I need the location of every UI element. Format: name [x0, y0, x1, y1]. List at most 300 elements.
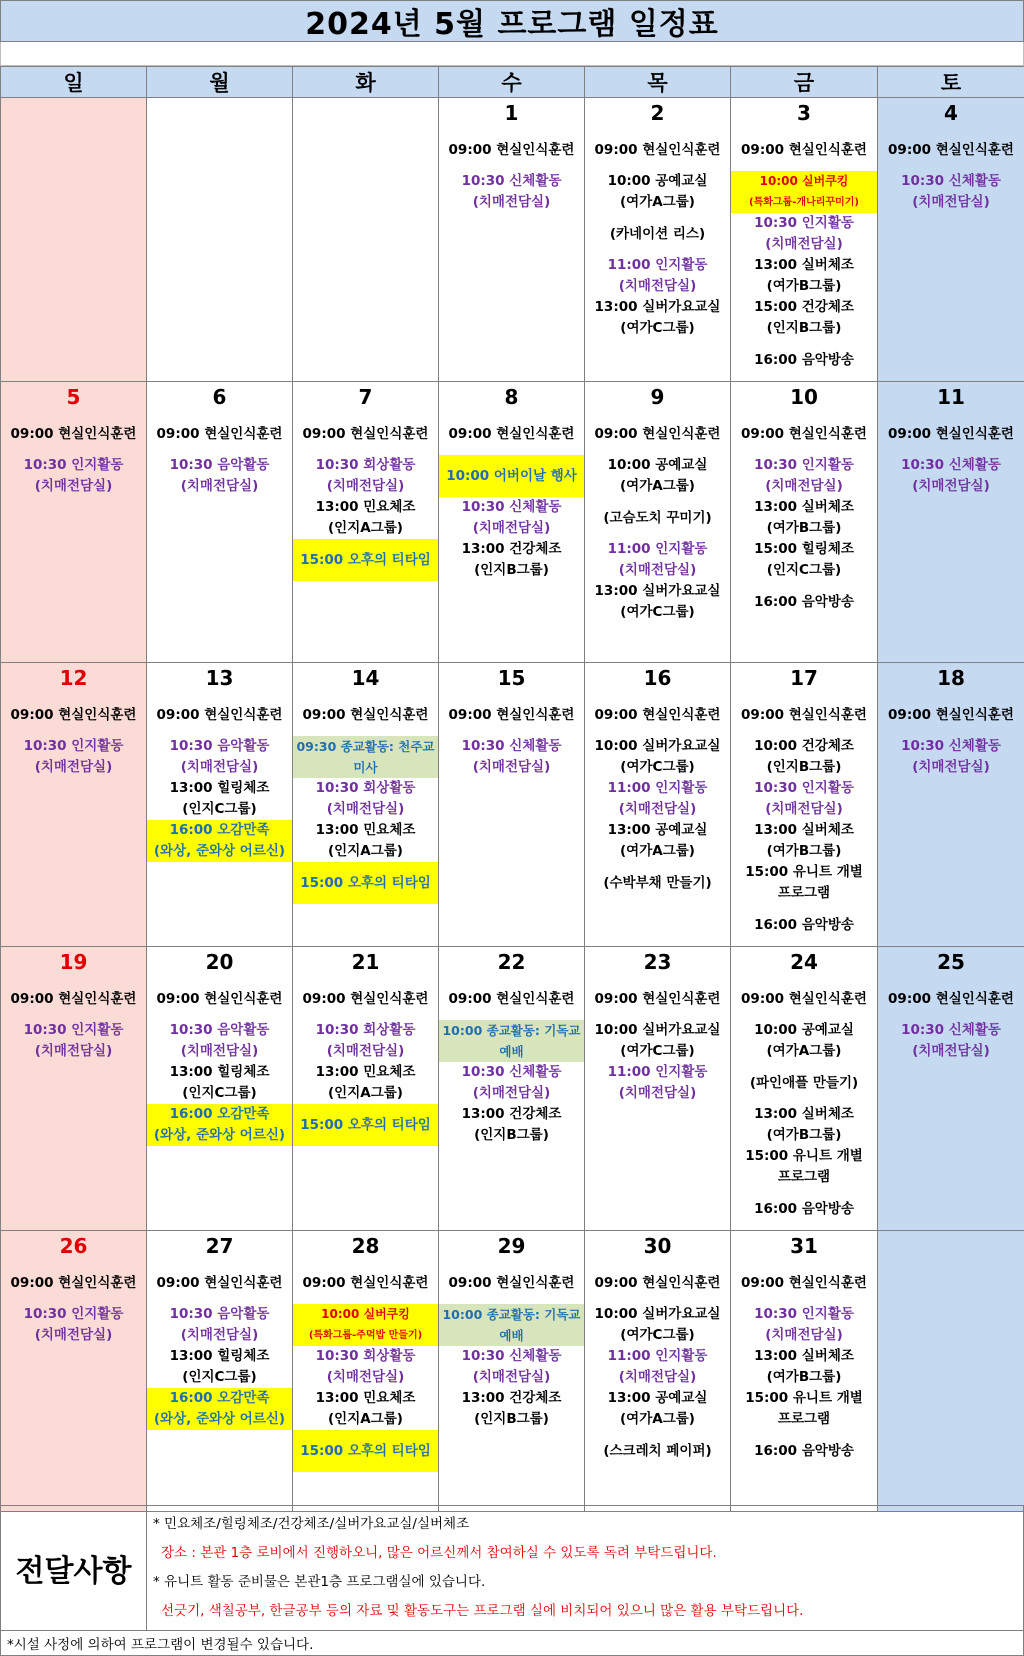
- weekday-header-row: [1, 67, 1024, 98]
- program-item: [293, 539, 438, 581]
- day-cell-sat: [878, 1231, 1024, 1512]
- program-line: (치매전담실): [1, 1325, 146, 1346]
- program-line: (치매전담실): [293, 799, 438, 820]
- program-item: [439, 129, 584, 171]
- program-item: [878, 694, 1024, 736]
- program-line: 13:00 민요체조: [293, 820, 438, 841]
- program-item: [1, 694, 146, 736]
- program-item: [293, 1262, 438, 1304]
- program-item: [147, 1388, 292, 1430]
- program-line: (여가C그룹): [585, 318, 730, 339]
- day-cell-sun: [1, 98, 147, 382]
- program-line: (특화그룹-주먹밥 만들기): [293, 1325, 438, 1346]
- program-line: (치매전담실): [147, 1325, 292, 1346]
- day-cell-sat: [878, 947, 1024, 1231]
- program-item: [1, 1304, 146, 1346]
- program-line: 11:00 인지활동: [585, 1346, 730, 1367]
- notice-table: [0, 1505, 1024, 1656]
- program-line: 10:30 신체활동: [878, 736, 1024, 757]
- program-line: (와상, 준와상 어르신): [147, 1409, 292, 1430]
- program-line: 10:30 음악활동: [147, 736, 292, 757]
- program-line: 10:00 실버가요교실: [585, 1020, 730, 1041]
- day-cell-mon: [147, 98, 293, 382]
- day-number: 7: [293, 382, 438, 413]
- program-line: 10:30 음악활동: [147, 455, 292, 476]
- day-number: 27: [147, 1231, 292, 1262]
- program-line: 10:00 실버쿠킹: [293, 1304, 438, 1325]
- program-line: 10:30 인지활동: [731, 1304, 877, 1325]
- program-line: 09:00 현실인식훈련: [731, 694, 877, 736]
- program-item: [731, 1388, 877, 1430]
- program-line: (치매전담실): [585, 1083, 730, 1104]
- day-number: 13: [147, 663, 292, 694]
- program-line: 10:30 음악활동: [147, 1020, 292, 1041]
- program-line: (치매전담실): [147, 1041, 292, 1062]
- program-line: (치매전담실): [731, 799, 877, 820]
- program-line: (치매전담실): [293, 1367, 438, 1388]
- program-item: [731, 1062, 877, 1104]
- program-item: [293, 497, 438, 539]
- day-number: 19: [1, 947, 146, 978]
- program-line: 09:00 현실인식훈련: [731, 978, 877, 1020]
- program-item: [439, 1346, 584, 1388]
- program-line: (치매전담실): [439, 1083, 584, 1104]
- program-item: [147, 1062, 292, 1104]
- day-cell-thu: [585, 382, 731, 663]
- day-number: 6: [147, 382, 292, 413]
- weekday-tue: 화: [293, 67, 439, 98]
- week-row: [1, 947, 1024, 1231]
- program-line: 09:00 현실인식훈련: [147, 978, 292, 1020]
- program-line: 10:30 회상활동: [293, 778, 438, 799]
- program-line: 10:30 회상활동: [293, 1346, 438, 1367]
- program-line: 15:00 건강체조: [731, 297, 877, 318]
- program-item: [147, 978, 292, 1020]
- program-line: (인지C그룹): [147, 799, 292, 820]
- day-number: [293, 98, 438, 129]
- program-item: [439, 1388, 584, 1430]
- program-item: [439, 736, 584, 778]
- day-number: 23: [585, 947, 730, 978]
- day-number: 5: [1, 382, 146, 413]
- program-line: 13:00 공예교실: [585, 820, 730, 841]
- program-line: (인지A그룹): [293, 1409, 438, 1430]
- program-line: 09:30 종교활동: 천주교: [293, 736, 438, 757]
- program-item: [1, 736, 146, 778]
- program-line: 10:30 인지활동: [1, 455, 146, 476]
- program-line: 15:00 오후의 티타임: [293, 1430, 438, 1472]
- weekday-sat: 토: [878, 67, 1024, 98]
- calendar-body: [1, 67, 1024, 1512]
- day-cell-sun: [1, 1231, 147, 1512]
- program-line: (치매전담실): [585, 1367, 730, 1388]
- program-line: 11:00 인지활동: [585, 1062, 730, 1083]
- day-number: 31: [731, 1231, 877, 1262]
- program-line: (여가B그룹): [731, 841, 877, 862]
- program-line: 15:00 유니트 개별: [731, 862, 877, 883]
- program-item: [585, 213, 730, 255]
- program-line: 13:00 실버체조: [731, 497, 877, 518]
- day-number: 15: [439, 663, 584, 694]
- program-line: 10:30 회상활동: [293, 455, 438, 476]
- day-number: 2: [585, 98, 730, 129]
- program-line: (치매전담실): [731, 234, 877, 255]
- program-line: 10:30 신체활동: [439, 736, 584, 757]
- program-item: [147, 1346, 292, 1388]
- day-cell-tue: [293, 663, 439, 947]
- weekday-thu: 목: [585, 67, 731, 98]
- program-item: [147, 1020, 292, 1062]
- day-cell-fri: [731, 1231, 878, 1512]
- program-line: 09:00 현실인식훈련: [878, 694, 1024, 736]
- program-line: 13:00 공예교실: [585, 1388, 730, 1409]
- program-line: (인지A그룹): [293, 841, 438, 862]
- notice-label: 전달사항: [1, 1506, 147, 1631]
- day-number: 3: [731, 98, 877, 129]
- day-number: 24: [731, 947, 877, 978]
- program-line: (스크레치 페이퍼): [585, 1430, 730, 1472]
- notice-line: 선긋기, 색칠공부, 한글공부 등의 자료 및 활동도구는 프로그램 실에 비치되어 있으니 많은 활용 부탁드립니다.: [153, 1597, 1017, 1626]
- program-line: 10:30 인지활동: [731, 213, 877, 234]
- day-number: 11: [878, 382, 1024, 413]
- program-line: 10:30 신체활동: [439, 1062, 584, 1083]
- program-line: (여가C그룹): [585, 602, 730, 623]
- program-line: 09:00 현실인식훈련: [1, 1262, 146, 1304]
- program-line: 15:00 오후의 티타임: [293, 862, 438, 904]
- day-number: 16: [585, 663, 730, 694]
- program-line: (치매전담실): [878, 476, 1024, 497]
- program-line: 13:00 건강체조: [439, 1104, 584, 1125]
- program-item: [731, 129, 877, 171]
- program-item: [585, 1262, 730, 1304]
- program-item: [585, 581, 730, 623]
- program-item: [147, 820, 292, 862]
- notice-line: * 유니트 활동 준비물은 본관1층 프로그램실에 있습니다.: [153, 1568, 1017, 1597]
- program-line: 11:00 인지활동: [585, 778, 730, 799]
- day-cell-wed: [439, 663, 585, 947]
- weekday-mon: 월: [147, 67, 293, 98]
- program-item: [731, 736, 877, 778]
- program-line: (치매전담실): [147, 757, 292, 778]
- program-line: 09:00 현실인식훈련: [878, 413, 1024, 455]
- program-item: [1, 978, 146, 1020]
- program-line: 13:00 민요체조: [293, 497, 438, 518]
- program-line: 09:00 현실인식훈련: [439, 413, 584, 455]
- program-line: (와상, 준와상 어르신): [147, 841, 292, 862]
- program-line: (치매전담실): [147, 476, 292, 497]
- program-line: (치매전담실): [439, 1367, 584, 1388]
- day-number: 10: [731, 382, 877, 413]
- day-cell-sat: [878, 98, 1024, 382]
- day-cell-fri: [731, 663, 878, 947]
- program-item: [731, 255, 877, 297]
- program-line: 13:00 힐링체조: [147, 778, 292, 799]
- program-line: (치매전담실): [293, 476, 438, 497]
- page-title: 2024년 5월 프로그램 일정표: [0, 0, 1024, 42]
- program-line: 09:00 현실인식훈련: [585, 1262, 730, 1304]
- program-line: 16:00 오감만족: [147, 1104, 292, 1125]
- program-item: [293, 778, 438, 820]
- program-line: (인지C그룹): [147, 1083, 292, 1104]
- notice-line: * 민요체조/힐링체조/건강체조/실버가요교실/실버체조: [153, 1510, 1017, 1539]
- program-line: 09:00 현실인식훈련: [731, 413, 877, 455]
- program-line: 10:30 인지활동: [731, 455, 877, 476]
- day-cell-thu: [585, 663, 731, 947]
- day-cell-thu: [585, 947, 731, 1231]
- program-item: [293, 413, 438, 455]
- program-line: (특화그룹-개나리꾸미기): [731, 192, 877, 213]
- program-line: (인지B그룹): [439, 1409, 584, 1430]
- program-item: [293, 694, 438, 736]
- program-line: 프로그램: [731, 1409, 877, 1430]
- program-line: 09:00 현실인식훈련: [439, 1262, 584, 1304]
- program-item: [585, 1062, 730, 1104]
- program-item: [878, 455, 1024, 497]
- day-number: 12: [1, 663, 146, 694]
- day-cell-fri: [731, 98, 878, 382]
- program-line: (치매전담실): [878, 192, 1024, 213]
- program-line: 13:00 힐링체조: [147, 1062, 292, 1083]
- program-item: [731, 1430, 877, 1472]
- program-item: [1, 413, 146, 455]
- program-line: (인지B그룹): [439, 1125, 584, 1146]
- program-item: [439, 413, 584, 455]
- program-line: 프로그램: [731, 883, 877, 904]
- program-item: [439, 1020, 584, 1062]
- program-item: [147, 455, 292, 497]
- program-line: 10:00 어버이날 행사: [439, 455, 584, 497]
- program-item: [731, 539, 877, 581]
- program-item: [585, 694, 730, 736]
- program-item: [731, 778, 877, 820]
- program-item: [585, 413, 730, 455]
- footnote: *시설 사정에 의하여 프로그램이 변경될수 있습니다.: [1, 1631, 1024, 1656]
- program-line: (여가B그룹): [731, 276, 877, 297]
- program-line: (카네이션 리스): [585, 213, 730, 255]
- program-line: (인지A그룹): [293, 1083, 438, 1104]
- day-cell-tue: [293, 1231, 439, 1512]
- program-item: [585, 1346, 730, 1388]
- program-item: [147, 1262, 292, 1304]
- program-line: 09:00 현실인식훈련: [585, 413, 730, 455]
- week-row: [1, 382, 1024, 663]
- program-line: (여가B그룹): [731, 1125, 877, 1146]
- program-item: [731, 297, 877, 339]
- day-number: 26: [1, 1231, 146, 1262]
- program-line: 09:00 현실인식훈련: [1, 694, 146, 736]
- program-item: [585, 820, 730, 862]
- program-item: [878, 1020, 1024, 1062]
- program-item: [585, 455, 730, 497]
- program-line: (여가B그룹): [731, 518, 877, 539]
- weekday-fri: 금: [731, 67, 878, 98]
- program-item: [878, 978, 1024, 1020]
- program-line: (여가A그룹): [585, 841, 730, 862]
- program-line: (치매전담실): [585, 560, 730, 581]
- program-item: [147, 736, 292, 778]
- program-item: [585, 778, 730, 820]
- program-item: [147, 1104, 292, 1146]
- program-item: [585, 297, 730, 339]
- program-line: (여가A그룹): [585, 1409, 730, 1430]
- program-line: 09:00 현실인식훈련: [293, 1262, 438, 1304]
- program-item: [731, 904, 877, 946]
- program-item: [293, 1388, 438, 1430]
- program-line: 10:30 회상활동: [293, 1020, 438, 1041]
- program-item: [585, 497, 730, 539]
- program-item: [439, 455, 584, 497]
- program-line: (파인애플 만들기): [731, 1062, 877, 1104]
- program-line: (인지B그룹): [731, 757, 877, 778]
- program-line: 09:00 현실인식훈련: [147, 1262, 292, 1304]
- program-line: (인지B그룹): [439, 560, 584, 581]
- week-row: [1, 663, 1024, 947]
- program-line: (치매전담실): [293, 1041, 438, 1062]
- program-line: 13:00 실버체조: [731, 820, 877, 841]
- day-cell-thu: [585, 1231, 731, 1512]
- program-item: [878, 736, 1024, 778]
- day-cell-fri: [731, 382, 878, 663]
- program-line: 미사: [293, 757, 438, 778]
- program-item: [439, 1104, 584, 1146]
- day-number: 18: [878, 663, 1024, 694]
- program-line: 10:30 인지활동: [731, 778, 877, 799]
- day-number: 14: [293, 663, 438, 694]
- program-line: (여가A그룹): [585, 476, 730, 497]
- program-item: [878, 129, 1024, 171]
- program-line: 15:00 오후의 티타임: [293, 1104, 438, 1146]
- program-line: 10:30 신체활동: [439, 1346, 584, 1367]
- day-number: 28: [293, 1231, 438, 1262]
- day-number: 21: [293, 947, 438, 978]
- program-line: 10:00 공예교실: [731, 1020, 877, 1041]
- program-line: (인지C그룹): [731, 560, 877, 581]
- program-line: 09:00 현실인식훈련: [147, 413, 292, 455]
- day-cell-wed: [439, 382, 585, 663]
- program-line: 09:00 현실인식훈련: [731, 129, 877, 171]
- program-line: (여가C그룹): [585, 1041, 730, 1062]
- day-cell-fri: [731, 947, 878, 1231]
- program-item: [731, 213, 877, 255]
- program-line: 10:30 인지활동: [1, 1020, 146, 1041]
- program-line: 09:00 현실인식훈련: [293, 413, 438, 455]
- program-item: [293, 736, 438, 778]
- week-row: [1, 98, 1024, 382]
- program-line: 16:00 음악방송: [731, 1430, 877, 1472]
- program-line: 10:00 건강체조: [731, 736, 877, 757]
- program-item: [439, 539, 584, 581]
- program-item: [731, 1262, 877, 1304]
- day-cell-tue: [293, 98, 439, 382]
- notice-line: 장소 : 본관 1층 로비에서 진행하오니, 많은 어르신께서 참여하실 수 있도록 독려 부탁드립니다.: [153, 1539, 1017, 1568]
- weekday-wed: 수: [439, 67, 585, 98]
- day-number: 17: [731, 663, 877, 694]
- program-line: (인지B그룹): [731, 318, 877, 339]
- program-item: [147, 413, 292, 455]
- program-line: (치매전담실): [731, 476, 877, 497]
- program-line: 09:00 현실인식훈련: [878, 129, 1024, 171]
- program-item: [293, 1304, 438, 1346]
- program-line: 09:00 현실인식훈련: [439, 978, 584, 1020]
- program-line: 10:00 공예교실: [585, 455, 730, 476]
- day-cell-sun: [1, 382, 147, 663]
- weekday-sun: 일: [1, 67, 147, 98]
- program-line: 13:00 실버가요교실: [585, 581, 730, 602]
- day-number: 9: [585, 382, 730, 413]
- program-line: 10:00 종교활동: 기독교: [439, 1304, 584, 1325]
- day-cell-sun: [1, 663, 147, 947]
- program-line: (치매전담실): [878, 1041, 1024, 1062]
- day-cell-mon: [147, 382, 293, 663]
- program-line: (여가A그룹): [585, 192, 730, 213]
- program-line: 10:00 종교활동: 기독교: [439, 1020, 584, 1041]
- program-item: [731, 820, 877, 862]
- program-line: (여가C그룹): [585, 757, 730, 778]
- notice-body: [147, 1506, 1024, 1631]
- program-item: [585, 255, 730, 297]
- program-item: [731, 1304, 877, 1346]
- program-item: [1, 455, 146, 497]
- program-line: 09:00 현실인식훈련: [439, 129, 584, 171]
- program-line: (치매전담실): [1, 757, 146, 778]
- day-number: 4: [878, 98, 1024, 129]
- program-line: 16:00 음악방송: [731, 339, 877, 381]
- day-cell-mon: [147, 1231, 293, 1512]
- program-item: [439, 1304, 584, 1346]
- program-line: 10:30 신체활동: [439, 497, 584, 518]
- program-item: [731, 1104, 877, 1146]
- program-line: (치매전담실): [878, 757, 1024, 778]
- program-item: [1, 1020, 146, 1062]
- day-cell-tue: [293, 947, 439, 1231]
- day-number: 25: [878, 947, 1024, 978]
- program-line: 13:00 건강체조: [439, 539, 584, 560]
- program-line: 11:00 인지활동: [585, 255, 730, 276]
- day-number: [147, 98, 292, 129]
- program-item: [731, 455, 877, 497]
- day-number: 20: [147, 947, 292, 978]
- program-line: 10:00 실버가요교실: [585, 736, 730, 757]
- program-item: [585, 1430, 730, 1472]
- program-line: (고슴도치 꾸미기): [585, 497, 730, 539]
- program-line: 13:00 민요체조: [293, 1388, 438, 1409]
- program-line: 13:00 힐링체조: [147, 1346, 292, 1367]
- program-item: [585, 539, 730, 581]
- program-line: 09:00 현실인식훈련: [147, 694, 292, 736]
- program-line: 10:30 신체활동: [878, 455, 1024, 476]
- program-line: (인지C그룹): [147, 1367, 292, 1388]
- program-line: 예배: [439, 1041, 584, 1062]
- day-cell-thu: [585, 98, 731, 382]
- day-number: [878, 1231, 1024, 1262]
- program-line: 13:00 실버체조: [731, 1346, 877, 1367]
- program-line: (치매전담실): [439, 518, 584, 539]
- program-line: 10:30 신체활동: [878, 171, 1024, 192]
- program-item: [439, 694, 584, 736]
- program-line: 16:00 음악방송: [731, 1188, 877, 1230]
- program-item: [293, 1104, 438, 1146]
- program-item: [585, 171, 730, 213]
- day-cell-wed: [439, 98, 585, 382]
- program-line: 09:00 현실인식훈련: [585, 694, 730, 736]
- program-item: [731, 1146, 877, 1188]
- program-line: (치매전담실): [585, 276, 730, 297]
- program-item: [439, 978, 584, 1020]
- program-item: [731, 171, 877, 213]
- program-item: [878, 171, 1024, 213]
- program-item: [731, 497, 877, 539]
- spacer-row: [0, 42, 1024, 66]
